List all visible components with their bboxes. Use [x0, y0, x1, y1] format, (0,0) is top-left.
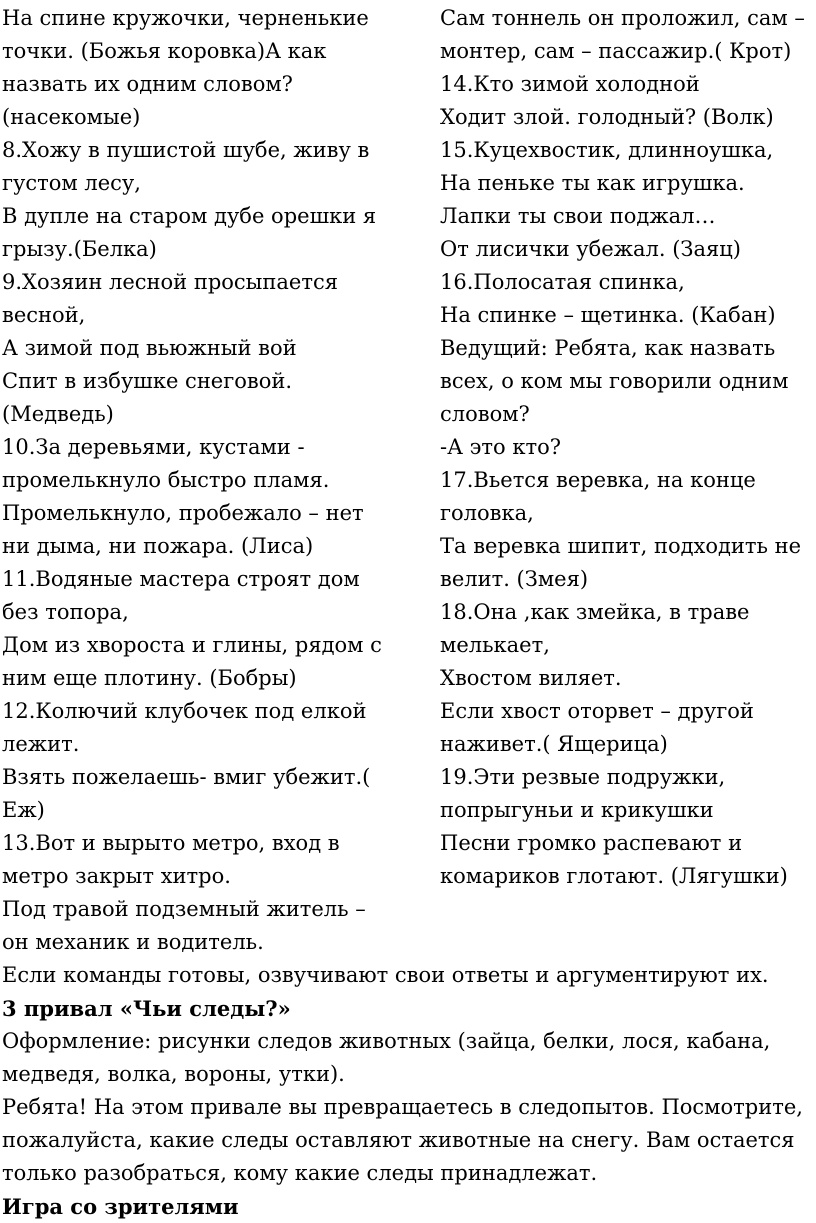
text-line: -А это кто? [440, 435, 562, 459]
text-line: 8.Хожу в пушистой шубе, живу в [2, 138, 370, 162]
text-line: 12.Колючий клубочек под елкой [2, 699, 367, 723]
text-line: 10.За деревьями, кустами - [2, 435, 305, 459]
text-line: только разобраться, кому какие следы принадлежат. [2, 1161, 598, 1185]
text-line: комариков глотают. (Лягушки) [440, 864, 788, 888]
section-heading: Игра со зрителями [2, 1194, 239, 1219]
text-line: Лапки ты свои поджал… [440, 204, 716, 228]
text-line: словом? [440, 402, 530, 426]
text-line: Если хвост оторвет – другой [440, 699, 754, 723]
text-line: Еж) [2, 798, 45, 822]
left-column [2, 2, 422, 959]
text-line: медведя, волка, вороны, утки). [2, 1062, 345, 1086]
text-line: Промелькнуло, пробежало – нет [2, 501, 364, 525]
text-line: 15.Куцехвостик, длинноушка, [440, 138, 774, 162]
full-width-section [2, 959, 816, 1223]
text-line: Та веревка шипит, подходить не [440, 534, 802, 558]
text-line: головка, [440, 501, 534, 525]
text-line: Дом из хвороста и глины, рядом с [2, 633, 382, 657]
text-line: промелькнуло быстро пламя. [2, 468, 330, 492]
text-line: грызу.(Белка) [2, 237, 157, 261]
right-column [440, 2, 816, 893]
text-line: Взять пожелаешь- вмиг убежит.( [2, 765, 371, 789]
text-line: В дупле на старом дубе орешки я [2, 204, 377, 228]
text-line: От лисички убежал. (Заяц) [440, 237, 741, 261]
text-line: 11.Водяные мастера строят дом [2, 567, 360, 591]
text-line: Оформление: рисунки следов животных (зайца, белки, лося, кабана, [2, 1029, 771, 1053]
text-line: лежит. [2, 732, 80, 756]
text-line: без топора, [2, 600, 129, 624]
text-line: назвать их одним словом? [2, 72, 293, 96]
text-line: точки. (Божья коровка)А как [2, 39, 327, 63]
text-line: 9.Хозяин лесной просыпается [2, 270, 338, 294]
text-line: попрыгуньи и крикушки [440, 798, 714, 822]
text-line: На спине кружочки, черненькие [2, 6, 369, 30]
text-line: он механик и водитель. [2, 930, 264, 954]
text-line: (насекомые) [2, 105, 141, 129]
text-line: Песни громко распевают и [440, 831, 743, 855]
text-line: метро закрыт хитро. [2, 864, 231, 888]
text-line: наживет.( Ящерица) [440, 732, 668, 756]
text-line: густом лесу, [2, 171, 141, 195]
text-line: 13.Вот и вырыто метро, вход в [2, 831, 340, 855]
text-line: велит. (Змея) [440, 567, 589, 591]
text-line: А зимой под вьюжный вой [2, 336, 297, 360]
text-line: Ребята! На этом привале вы превращаетесь в следопытов. Посмотрите, [2, 1095, 803, 1119]
text-line: весной, [2, 303, 86, 327]
text-line: (Медведь) [2, 402, 114, 426]
text-line: ним еще плотину. (Бобры) [2, 666, 297, 690]
text-line: Спит в избушке снеговой. [2, 369, 293, 393]
text-line: монтер, сам – пассажир.( Крот) [440, 39, 792, 63]
text-line: На пеньке ты как игрушка. [440, 171, 745, 195]
text-line: пожалуйста, какие следы оставляют животные на снегу. Вам остается [2, 1128, 795, 1152]
text-line: 17.Вьется веревка, на конце [440, 468, 756, 492]
text-line: Ведущий: Ребята, как назвать [440, 336, 776, 360]
text-line: мелькает, [440, 633, 550, 657]
text-line: На спинке – щетинка. (Кабан) [440, 303, 776, 327]
text-line: 14.Кто зимой холодной [440, 72, 700, 96]
text-line: ни дыма, ни пожара. (Лиса) [2, 534, 314, 558]
text-line: Сам тоннель он проложил, сам – [440, 6, 805, 30]
section-heading: 3 привал «Чьи следы?» [2, 996, 291, 1021]
text-line: всех, о ком мы говорили одним [440, 369, 789, 393]
text-line: Ходит злой. голодный? (Волк) [440, 105, 774, 129]
text-line: 16.Полосатая спинка, [440, 270, 685, 294]
text-line: 18.Она ,как змейка, в траве [440, 600, 750, 624]
text-line: Хвостом виляет. [440, 666, 622, 690]
text-line: Под травой подземный житель – [2, 897, 366, 921]
text-line: 19.Эти резвые подружки, [440, 765, 726, 789]
text-line: Если команды готовы, озвучивают свои ответы и аргументируют их. [2, 963, 769, 987]
